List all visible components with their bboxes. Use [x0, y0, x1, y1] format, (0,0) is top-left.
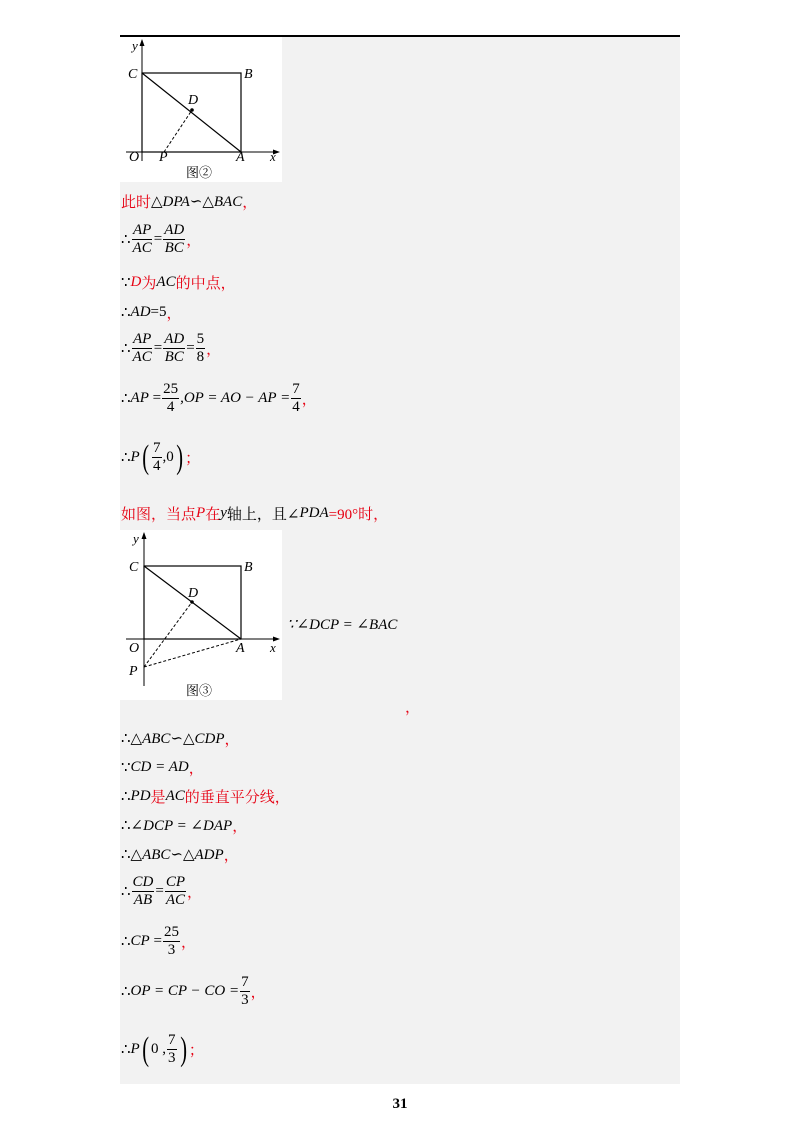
- fig2-label-p: P: [159, 150, 168, 165]
- line-13: ∴ ∠DCP = ∠DAP ，: [121, 818, 248, 835]
- line-2: ∴ $\frac{AP}{AC}$ = $\frac{AD}{BC}$ ，: [121, 222, 202, 256]
- line-15: ∴ $\frac{CD}{AB}$ = $\frac{CP}{AC}$ ，: [121, 874, 203, 908]
- fig2-label-x: x: [270, 149, 276, 164]
- page-number: 31: [392, 1096, 408, 1112]
- figure-2: [120, 37, 282, 182]
- line-6: ∴ AP = $\frac{25}{4}$ ,OP = AO − AP = $\frac{7}{4}$ ，: [121, 381, 317, 415]
- line-4: ∴ AD =5 ，: [121, 304, 182, 322]
- line-18: ∴ P ( 0 , $\frac{7}{3}$ ) ；: [121, 1030, 204, 1068]
- line-17: ∴ OP = CP − CO = $\frac{7}{3}$ ，: [121, 974, 266, 1008]
- line-16: ∴ CP = $\frac{25}{3}$ ，: [121, 924, 196, 958]
- fig3-label-o: O: [129, 641, 140, 656]
- fig3-label-c: C: [129, 560, 139, 575]
- fig3-label-x: x: [270, 640, 276, 655]
- fig3-label-y: y: [133, 531, 139, 546]
- fig2-label-c: C: [128, 67, 138, 82]
- fig2-label-d: D: [188, 93, 199, 108]
- line-10: ∴ △ABC∽△CDP ，: [121, 731, 240, 748]
- fig2-label-b: B: [244, 67, 253, 82]
- fig3-label-p: P: [129, 664, 138, 679]
- fig3-label-d: D: [188, 586, 199, 601]
- line-12: ∴ PD 是 AC 的垂直平分线，: [121, 788, 290, 806]
- fig2-label-a: A: [236, 150, 245, 165]
- fig2-caption: 图②: [186, 165, 213, 180]
- fig3-caption: 图③: [186, 683, 213, 698]
- line-9-comma: ，: [405, 700, 421, 716]
- line-1: 此时 △DPA∽△BAC ，: [121, 194, 258, 211]
- line-5: ∴ $\frac{AP}{AC}$ = $\frac{AD}{BC}$ = $\frac{5}{8}$ ，: [121, 331, 222, 365]
- fig3-label-a: A: [236, 641, 245, 656]
- fig2-label-o: O: [129, 150, 140, 165]
- line-9: ∵∠DCP = ∠BAC: [287, 617, 398, 633]
- line-3: ∵ D 为 AC 的中点，: [121, 274, 236, 292]
- fig2-label-y: y: [132, 38, 138, 53]
- figure-3: [120, 530, 282, 700]
- line-8: 如图，当点 P 在 y 轴上，且∠ PDA =90°时，: [121, 505, 389, 523]
- line-11: ∵ CD = AD ，: [121, 759, 204, 777]
- line-7: ∴ P ( $\frac{7}{4}$ ,0 ) ；: [121, 438, 201, 476]
- fig3-label-b: B: [244, 560, 253, 575]
- line-14: ∴ △ABC∽△ADP ，: [121, 847, 239, 864]
